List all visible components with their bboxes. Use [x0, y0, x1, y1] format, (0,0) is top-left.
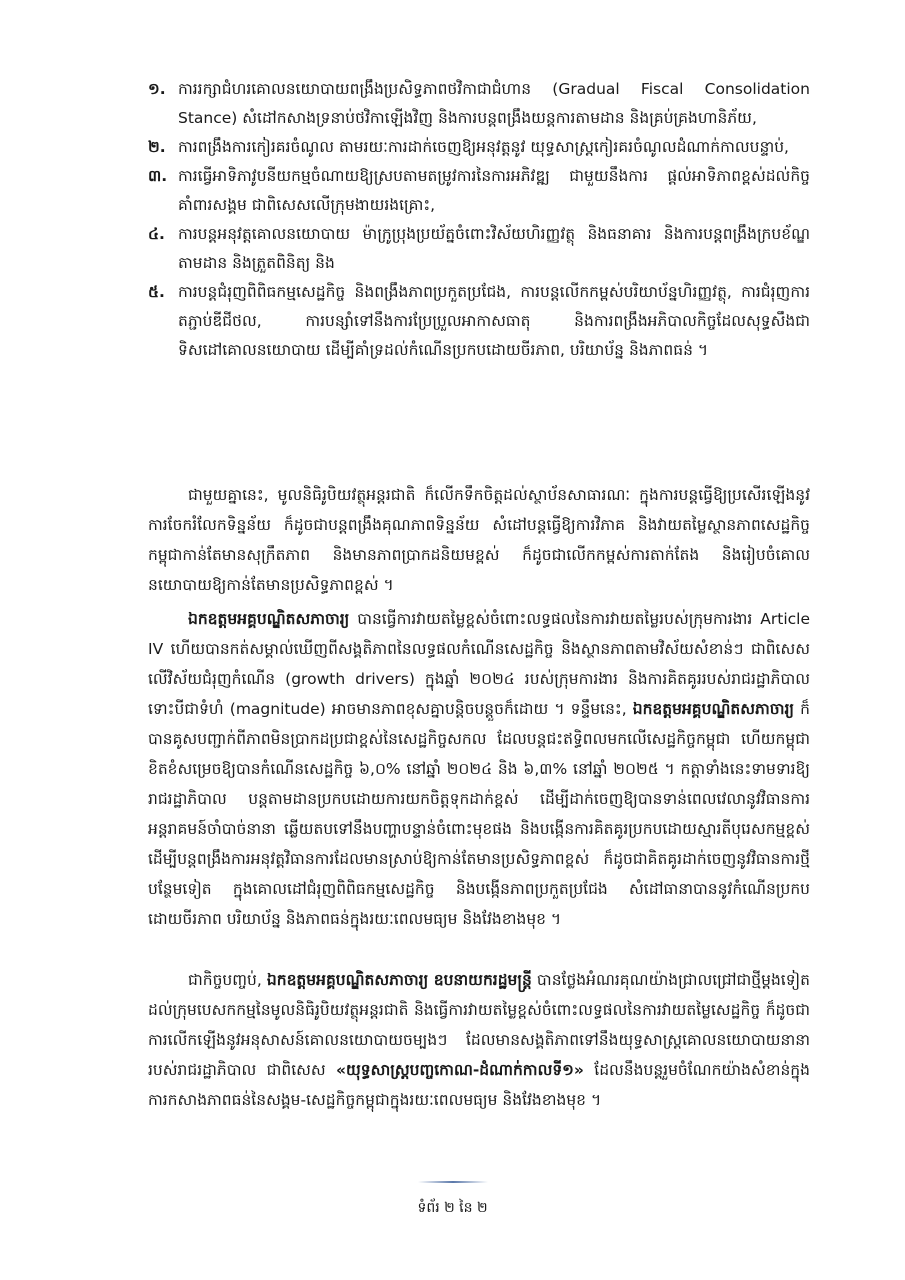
list-text: ការរក្សាជំហរគោលនយោបាយពង្រឹងប្រសិទ្ធភាពថវិកាជាជំហាន (Gradual Fiscal Consolidation Stance) សំដៅកសាងទ្រនាប់ថវិកាឡើងវិញ និងការបន្តពង្រឹងយន្តការតាមដាន និងគ្រប់គ្រងហានិភ័យ,	[178, 80, 810, 127]
list-text: ការបន្តអនុវត្តគោលនយោបាយ ម៉ាក្រូប្រុងប្រយ័ត្នចំពោះវិស័យហិរញ្ញវត្ថុ និងធនាគារ និងការបន្តពង្រឹងក្របខ័ណ្ឌតាមដាន និងត្រួតពិនិត្យ និង	[178, 225, 810, 272]
paragraph-text: បានថ្លែងអំណរគុណយ៉ាងជ្រាលជ្រៅជាថ្មីម្តងទៀតដល់ក្រុមបេសកកម្មនៃមូលនិធិរូបិយវត្ថុអន្តរជាតិ និងធ្វើការវាយតម្លៃខ្ពស់ចំពោះលទ្ធផលនៃការវាយតម្លៃសេដ្ឋកិច្ច ក៏ដូចជាការលើកឡើងនូវអនុសាសន៍គោលនយោបាយចម្បងៗ ដែលមានសង្គតិភាពទៅនឹងយុទ្ធសាស្ត្រគោលនយោបាយនានារបស់រាជរដ្ឋាភិបាល ជាពិសេស	[148, 971, 811, 1079]
list-item	[148, 75, 810, 133]
paragraph-text: ដែលនឹងបន្តរួមចំណែកយ៉ាងសំខាន់ក្នុងការកសាងភាពធន់នៃសង្គម-សេដ្ឋកិច្ចកម្ពុជាក្នុងរយៈពេលមធ្យម និងវែងខាងមុខ ។	[148, 1061, 810, 1109]
paragraph-text: ជាមួយគ្នានេះ, មូលនិធិរូបិយវត្ថុអន្តរជាតិ ក៏លើកទឹកចិត្តដល់ស្ថាប័នសាធារណៈ ក្នុងការបន្តធ្វើឱ្យប្រសើរឡើងនូវការចែករំលែកទិន្នន័យ ក៏ដូចជាបន្តពង្រឹងគុណភាពទិន្នន័យ សំដៅបន្តធ្វើឱ្យការវិភាគ និងវាយតម្លៃស្ថានភាពសេដ្ឋកិច្ចកម្ពុជាកាន់តែមានសុក្រឹតភាព និងមានភាពប្រាកដនិយមខ្ពស់ ក៏ដូចជាលើកកម្ពស់ការតាក់តែង និងរៀបចំគោលនយោបាយឱ្យកាន់តែមានប្រសិទ្ធភាពខ្ពស់ ។	[148, 486, 810, 594]
footer-divider	[418, 1181, 488, 1183]
list-text: ការពង្រឹងការកៀរគរចំណូល តាមរយៈការដាក់ចេញឱ្យអនុវត្តនូវ យុទ្ធសាស្ត្រកៀរគរចំណូលដំណាក់កាលបន្ទាប់,	[178, 138, 789, 156]
list-item	[148, 133, 810, 162]
list-item	[148, 278, 810, 365]
list-number: ១.	[148, 80, 166, 98]
page-number: ទំព័រ ២ នៃ ២	[417, 1200, 488, 1216]
paragraph-conclusion	[148, 965, 810, 1115]
bold-strategy-name: «យុទ្ធសាស្ត្របញ្ចកោណ-ដំណាក់កាលទី១»	[336, 1061, 584, 1079]
paragraph-text: ជាកិច្ចបញ្ចប់,	[188, 971, 267, 989]
paragraph-text: បានធ្វើការវាយតម្លៃខ្ពស់ចំពោះលទ្ធផលនៃការវាយតម្លៃរបស់ក្រុមការងារ Article IV ហើយបានកត់សម្គាល់ឃើញពីសង្គតិភាពនៃលទ្ធផលកំណើនសេដ្ឋកិច្ច និងស្ថានភាពតាមវិស័យសំខាន់ៗ ជាពិសេស លើវិស័យជំរុញកំណើន (growth drivers) ក្នុងឆ្នាំ ២០២៤ របស់ក្រុមការងារ និងការគិតគូររបស់រាជរដ្ឋាភិបាល ទោះបីជាទំហំ (magnitude) អាចមានភាពខុសគ្នាបន្តិចបន្តួចក៏ដោយ ។ ទន្ទឹមនេះ,	[148, 610, 810, 718]
bold-title: ឯកឧត្តមអគ្គបណ្ឌិតសភាចារ្យ	[188, 610, 350, 628]
bold-title: ឯកឧត្តមអគ្គបណ្ឌិតសភាចារ្យ	[632, 700, 795, 718]
list-text: ការធ្វើអាទិភាវូបនីយកម្មចំណាយឱ្យស្របតាមតម្រូវការនៃការអភិវឌ្ឍ ជាមួយនឹងការ ផ្តល់អាទិភាពខ្ពស់ដល់កិច្ចគាំពារសង្គម ជាពិសេសលើក្រុមងាយរងគ្រោះ,	[178, 167, 810, 214]
list-number: ៥.	[148, 283, 165, 301]
policy-list	[148, 75, 810, 365]
list-item	[148, 220, 810, 278]
list-number: ៤.	[148, 225, 165, 243]
paragraph-text: ក៏បានគូសបញ្ជាក់ពីភាពមិនប្រាកដប្រជាខ្ពស់នៃសេដ្ឋកិច្ចសកល ដែលបន្តជះឥទ្ធិពលមកលើសេដ្ឋកិច្ចកម្ពុជា ហើយកម្ពុជាខិតខំសម្រេចឱ្យបានកំណើនសេដ្ឋកិច្ច ៦,០% នៅឆ្នាំ ២០២៤ និង ៦,៣% នៅឆ្នាំ ២០២៥ ។ កត្តាទាំងនេះទាមទារឱ្យរាជរដ្ឋាភិបាល បន្តតាមដានប្រកបដោយការយកចិត្តទុកដាក់ខ្ពស់ ដើម្បីដាក់ចេញឱ្យបានទាន់ពេលវេលានូវវិធានការអន្តរាគមន៍ចាំបាច់នានា ឆ្លើយតបទៅនឹងបញ្ហាបន្ទាន់ចំពោះមុខផង និងបង្កើនការគិតគូរប្រកបដោយស្មារតីបុរេសកម្មខ្ពស់ ដើម្បីបន្តពង្រឹងការអនុវត្តវិធានការដែលមានស្រាប់ឱ្យកាន់តែមានប្រសិទ្ធភាពខ្ពស់ ក៏ដូចជាគិតគូរដាក់ចេញនូវវិធានការថ្មីបន្ថែមទៀត ក្នុងគោលដៅជំរុញពិពិធកម្មសេដ្ឋកិច្ច និងបង្កើនភាពប្រកួតប្រជែង សំដៅធានាបាននូវកំណើនប្រកបដោយចីរភាព បរិយាប័ន្ន និងភាពធន់ក្នុងរយៈពេលមធ្យម និងវែងខាងមុខ ។	[148, 700, 810, 928]
bold-title: ឯកឧត្តមអគ្គបណ្ឌិតសភាចារ្យ ឧបនាយករដ្ឋមន្ត្រី	[266, 971, 532, 989]
list-number: ២.	[148, 138, 166, 156]
list-text: ការបន្តជំរុញពិពិធកម្មសេដ្ឋកិច្ច និងពង្រឹងភាពប្រកួតប្រជែង, ការបន្តលើកកម្ពស់បរិយាប័ន្នហិរញ្ញវត្ថុ, ការជំរុញការតភ្ជាប់ឌីជីថល, ការបន្សាំទៅនឹងការប្រែប្រួលអាកាសធាតុ និងការពង្រឹងអភិបាលកិច្ចដែលសុទ្ធសឹងជាទិសដៅគោលនយោបាយ ដើម្បីគាំទ្រដល់កំណើនប្រកបដោយចីរភាព, បរិយាប័ន្ន និងភាពធន់ ។	[178, 283, 810, 359]
paragraph-imf-encouragement	[148, 480, 810, 600]
list-number: ៣.	[148, 167, 168, 185]
paragraph-minister-assessment	[148, 604, 810, 934]
list-item	[148, 162, 810, 220]
